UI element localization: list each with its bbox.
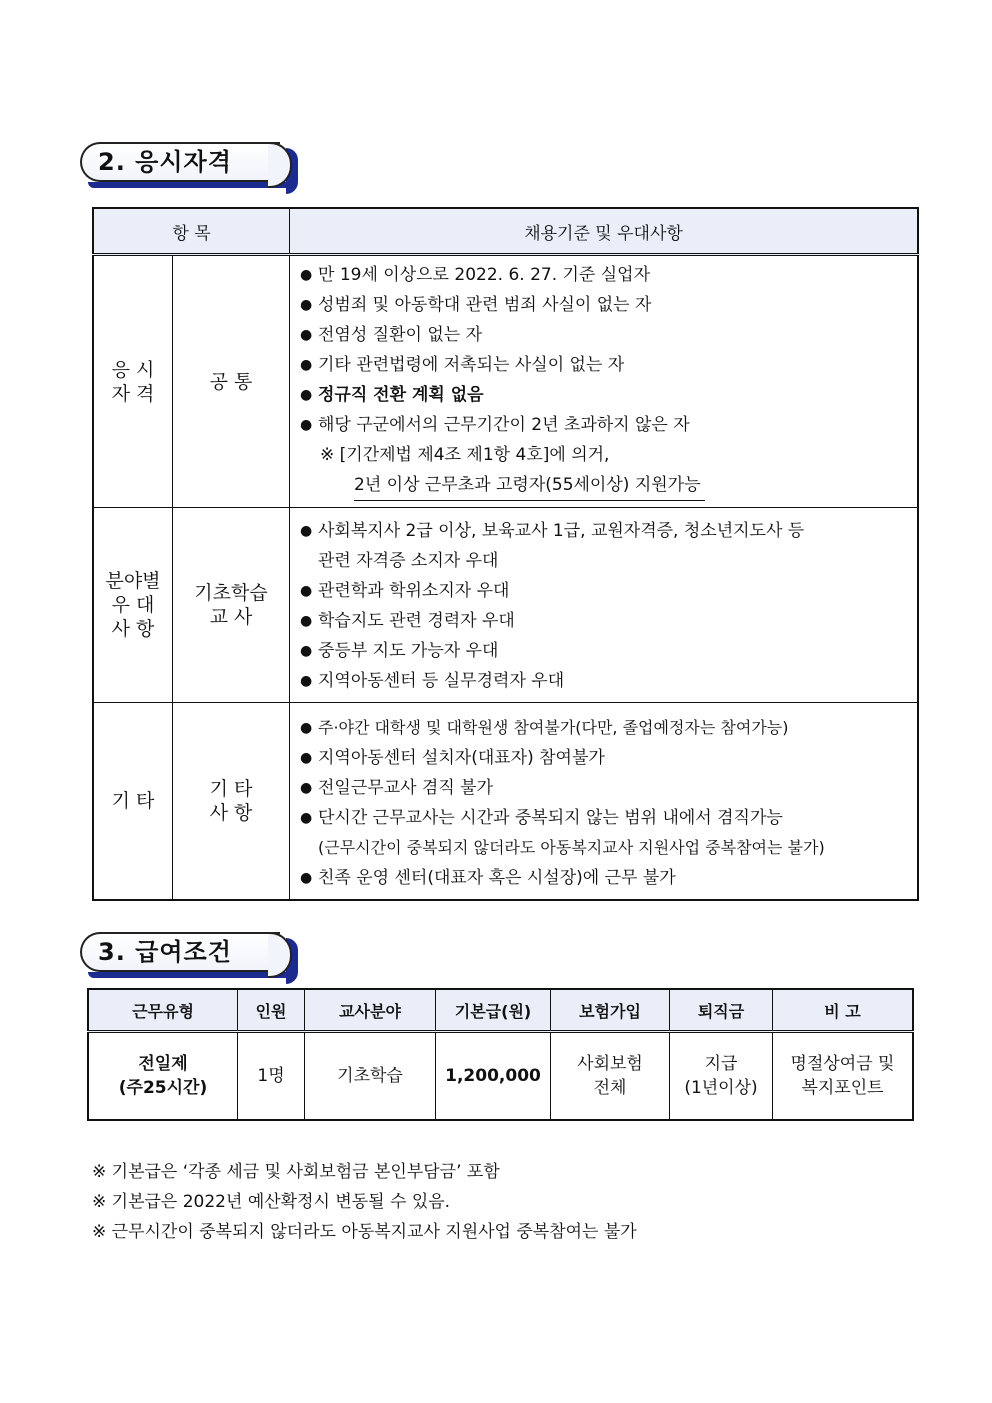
bullet-icon: ● — [300, 387, 313, 403]
group-label-line: 사 항 — [111, 618, 155, 640]
list-item — [298, 833, 911, 863]
header-cell: 보험가입 — [551, 989, 670, 1032]
cell-line: 사회보험 — [577, 1054, 643, 1074]
item-text: 사회복지사 2급 이상, 보육교사 1급, 교원자격증, 청소년지도사 등 — [318, 521, 805, 541]
cell-line: 지급 — [704, 1054, 738, 1074]
list-item — [298, 260, 911, 290]
bullet-icon: ● — [300, 523, 313, 539]
item-text: (근무시간이 중복되지 않더라도 아동복지교사 지원사업 중복참여는 불가) — [318, 838, 825, 857]
item-text: 단시간 근무교사는 시간과 중복되지 않는 범위 내에서 겸직가능 — [318, 808, 783, 828]
group-label-line: 우 대 — [111, 594, 155, 616]
item-text: 만 19세 이상으로 2022. 6. 27. 기준 실업자 — [318, 265, 651, 285]
group-label-line: 응 시 — [111, 358, 155, 381]
category-label-line: 교 사 — [209, 606, 253, 628]
item-text: 지역아동센터 등 실무경력자 우대 — [318, 671, 565, 691]
header-cell: 비 고 — [773, 989, 914, 1032]
item-text: 전일근무교사 겸직 불가 — [318, 778, 494, 798]
cell-line: (1년이상) — [684, 1078, 758, 1098]
cell-severance — [670, 1032, 773, 1121]
footnote: ※ 기본급은 2022년 예산확정시 변동될 수 있음. — [92, 1192, 451, 1212]
qualification-table — [92, 207, 919, 901]
list-item — [298, 636, 911, 666]
list-item — [298, 290, 911, 320]
bullet-icon: ● — [300, 327, 313, 343]
header-item: 항 목 — [93, 208, 290, 255]
bullet-icon: ● — [300, 583, 313, 599]
bullet-icon: ● — [300, 750, 313, 766]
cell-line: (주25시간) — [118, 1078, 208, 1098]
cell-field: 기초학습 — [305, 1032, 436, 1121]
cell-line: 전일제 — [138, 1054, 188, 1074]
category-label-line: 공 통 — [209, 370, 253, 393]
list-item — [298, 516, 911, 546]
footnotes — [92, 1157, 637, 1247]
list-item — [298, 380, 911, 410]
cell-salary: 1,200,000 — [436, 1032, 551, 1121]
cell-work-type — [88, 1032, 238, 1121]
bullet-icon: ● — [300, 267, 313, 283]
group-label-line: 자 격 — [111, 382, 155, 405]
table-row — [93, 703, 918, 901]
bullet-icon: ● — [300, 643, 313, 659]
header-cell: 인원 — [238, 989, 305, 1032]
section-2-title-badge — [80, 142, 280, 182]
category-label-line: 사 항 — [209, 802, 253, 824]
note-line-underlined — [298, 470, 911, 501]
item-text: 주·야간 대학생 및 대학원생 참여불가(다만, 졸업예정자는 참여가능) — [318, 718, 789, 737]
table-row — [93, 255, 918, 508]
title-badge-shadow — [88, 182, 286, 188]
table-row — [93, 508, 918, 703]
list-item — [298, 350, 911, 380]
list-item — [298, 773, 911, 803]
bullet-icon: ● — [300, 673, 313, 689]
bullet-icon: ● — [300, 613, 313, 629]
list-item — [298, 546, 911, 576]
bullet-icon: ● — [300, 297, 313, 313]
cell-line: 전체 — [593, 1078, 627, 1098]
bullet-icon: ● — [300, 720, 313, 736]
cell-insurance — [551, 1032, 670, 1121]
list-item — [298, 803, 911, 833]
row-group-label — [93, 255, 173, 508]
cell-line: 복지포인트 — [801, 1078, 884, 1098]
qualification-table-header — [93, 208, 918, 255]
section-2-title: 2. 응시자격 — [98, 148, 232, 176]
list-item — [298, 410, 911, 440]
category-label-line: 기초학습 — [194, 582, 268, 604]
list-item — [298, 666, 911, 696]
cell-count: 1명 — [238, 1032, 305, 1121]
list-item — [298, 743, 911, 773]
row-category-label — [173, 508, 290, 703]
underlined-text: 2년 이상 근무초과 고령자(55세이상) 지원가능 — [354, 470, 705, 501]
pay-table — [87, 988, 914, 1121]
item-text: 전염성 질환이 없는 자 — [318, 325, 483, 345]
list-item — [298, 576, 911, 606]
bullet-icon: ● — [300, 870, 313, 886]
item-text: 해당 구군에서의 근무기간이 2년 초과하지 않은 자 — [318, 415, 690, 435]
header-cell: 교사분야 — [305, 989, 436, 1032]
cell-line: 명절상여금 및 — [790, 1054, 895, 1074]
list-item — [298, 713, 911, 743]
item-text: 관련학과 학위소지자 우대 — [318, 581, 510, 601]
group-label-line: 분야별 — [105, 570, 161, 592]
section-3-title: 3. 급여조건 — [98, 938, 232, 966]
note-line: ※ [기간제법 제4조 제1항 4호]에 의거, — [320, 445, 610, 465]
row-group-label — [93, 703, 173, 901]
row-items — [290, 255, 919, 508]
item-text: 기타 관련법령에 저촉되는 사실이 없는 자 — [318, 355, 625, 375]
bullet-icon: ● — [300, 780, 313, 796]
row-category-label — [173, 703, 290, 901]
table-row — [88, 1032, 913, 1121]
list-item — [298, 863, 911, 893]
footnote: ※ 기본급은 ‘각종 세금 및 사회보험금 본인부담금’ 포함 — [92, 1162, 500, 1182]
row-items — [290, 703, 919, 901]
list-item — [298, 320, 911, 350]
row-category-label — [173, 255, 290, 508]
section-3-title-badge — [80, 932, 280, 972]
item-text: 중등부 지도 가능자 우대 — [318, 641, 499, 661]
row-group-label — [93, 508, 173, 703]
item-text: 관련 자격증 소지자 우대 — [318, 551, 499, 571]
header-cell: 퇴직금 — [670, 989, 773, 1032]
bullet-icon: ● — [300, 810, 313, 826]
group-label-line: 기 타 — [111, 790, 155, 812]
item-text: 친족 운영 센터(대표자 혹은 시설장)에 근무 불가 — [318, 868, 676, 888]
footnote: ※ 근무시간이 중복되지 않더라도 아동복지교사 지원사업 중복참여는 불가 — [92, 1222, 637, 1242]
row-items — [290, 508, 919, 703]
pay-table-header — [88, 989, 913, 1032]
item-text: 학습지도 관련 경력자 우대 — [318, 611, 515, 631]
item-text: 지역아동센터 설치자(대표자) 참여불가 — [318, 748, 605, 768]
bullet-icon: ● — [300, 357, 313, 373]
category-label-line: 기 타 — [209, 778, 253, 800]
list-item — [298, 606, 911, 636]
item-text: 성범죄 및 아동학대 관련 범죄 사실이 없는 자 — [318, 295, 652, 315]
header-cell: 근무유형 — [88, 989, 238, 1032]
cell-remarks — [773, 1032, 914, 1121]
bullet-icon: ● — [300, 417, 313, 433]
header-cell: 기본급(원) — [436, 989, 551, 1032]
item-text-bold: 정규직 전환 계획 없음 — [318, 385, 484, 405]
title-badge-shadow — [88, 972, 286, 978]
header-criteria: 채용기준 및 우대사항 — [290, 208, 919, 255]
